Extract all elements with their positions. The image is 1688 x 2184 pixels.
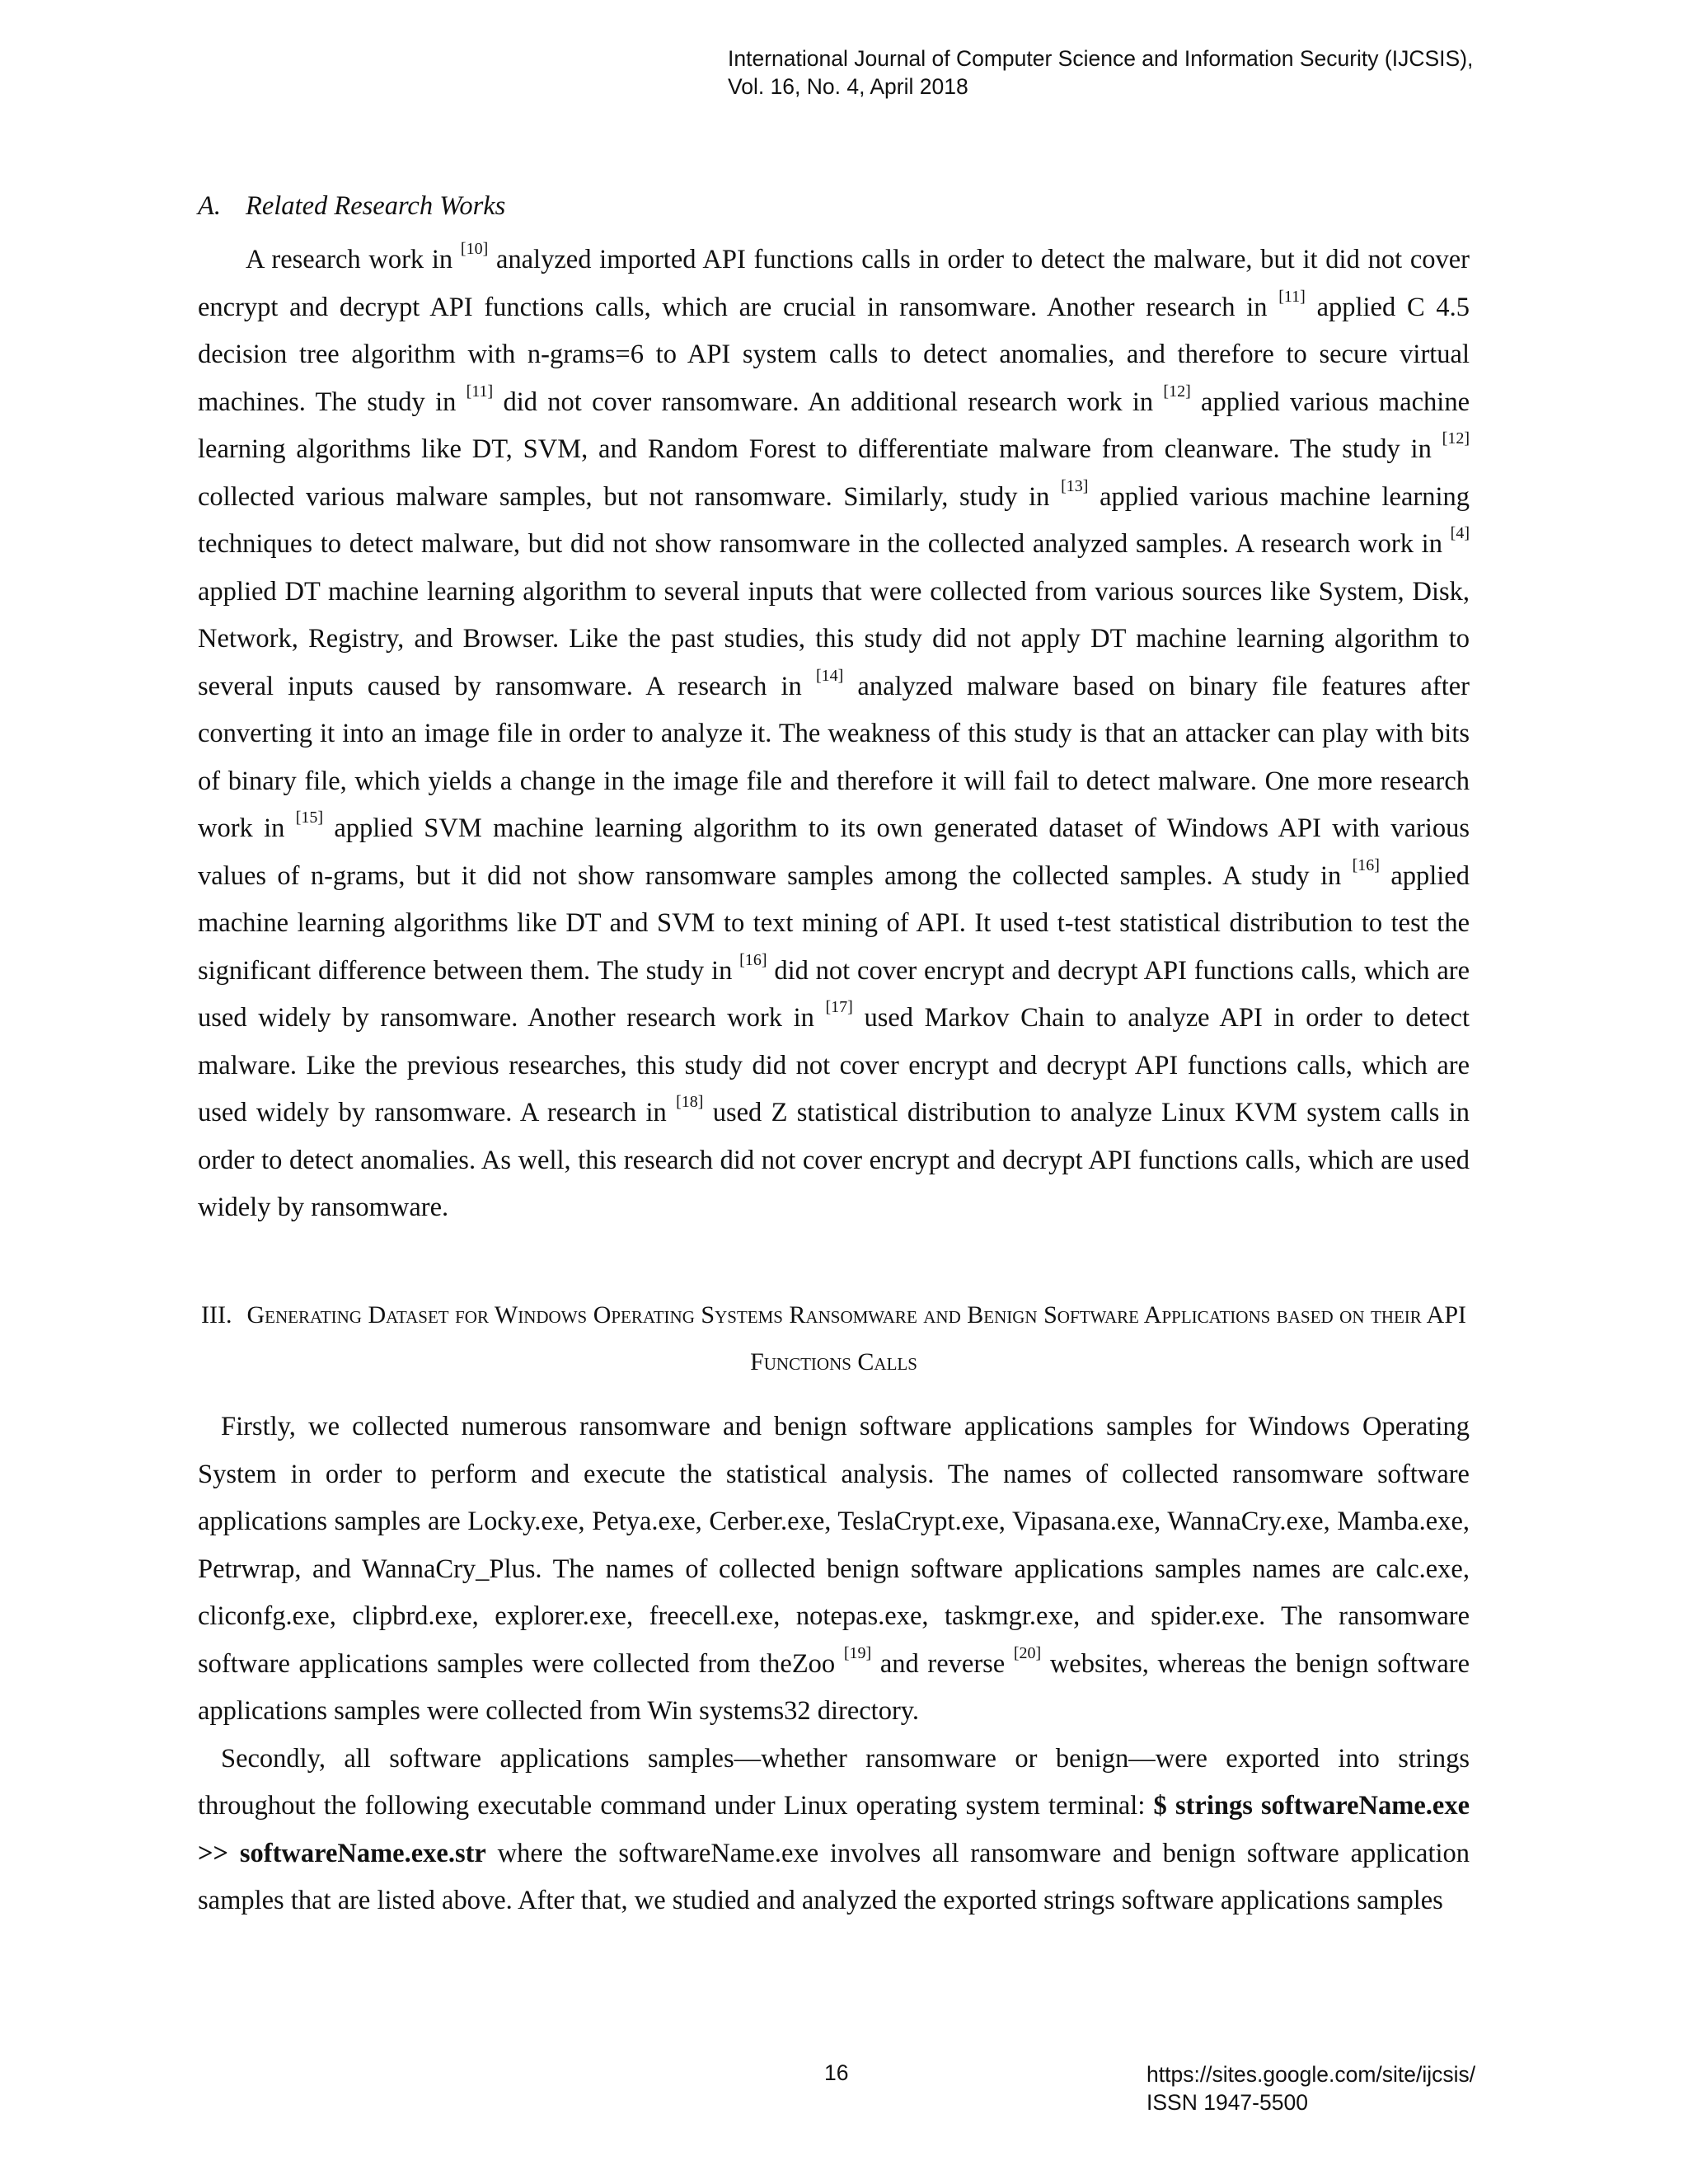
citation: [15] bbox=[295, 808, 324, 827]
citation: [19] bbox=[843, 1643, 872, 1662]
section-title: Generating Dataset for Windows Operating Systems Ransomware and Benign Software Applications based on their API Functions Calls bbox=[246, 1301, 1466, 1376]
citation: [16] bbox=[739, 950, 767, 969]
subsection-heading bbox=[198, 191, 505, 222]
journal-issn: ISSN 1947-5500 bbox=[1146, 2090, 1308, 2115]
citation: [16] bbox=[1352, 855, 1380, 874]
dataset-paragraph-2: Secondly, all software applications samples—whether ransomware or benign—were exported into strings throughout the following executable command under Linux operating system terminal: $ strings softwareName.exe >> softwareName.exe.str where the softwareName.exe involves all ransomware and benign software application samples that are listed above. After that, we studied and analyzed the exported strings software applications samples bbox=[198, 1743, 1470, 1915]
strings-command: $ strings softwareName.exe >> softwareName.exe.str bbox=[198, 1791, 1470, 1868]
journal-url: https://sites.google.com/site/ijcsis/ bbox=[1146, 2062, 1476, 2087]
footer-info bbox=[1146, 2060, 1475, 2116]
citation: [11] bbox=[466, 382, 494, 401]
section-heading bbox=[198, 1291, 1470, 1385]
dataset-paragraph-1: Firstly, we collected numerous ransomware and benign software applications samples for Windows Operating System in order to perform and execute the statistical analysis. The names of collected ransomware software applications samples are Locky.exe, Petya.exe, Cerber.exe, TeslaCrypt.exe, Vipasana.exe, WannaCry.exe, Mamba.exe, Petrwrap, and WannaCry_Plus. The names of collected benign software applications samples names are calc.exe, cliconfg.exe, clipbrd.exe, explorer.exe, freecell.exe, notepas.exe, taskmgr.exe, and spider.exe. The ransomware software applications samples were collected from theZoo [19] and reverse [20] websites, whereas the benign software applications samples were collected from Win systems32 directory. bbox=[198, 1412, 1470, 1726]
citation: [11] bbox=[1278, 287, 1306, 306]
subsection-number: A. bbox=[198, 191, 221, 221]
citation: [12] bbox=[1442, 429, 1470, 448]
citation: [10] bbox=[460, 240, 489, 258]
subsection-title: Related Research Works bbox=[246, 191, 506, 221]
citation: [4] bbox=[1450, 524, 1470, 542]
journal-volume: Vol. 16, No. 4, April 2018 bbox=[728, 74, 968, 99]
citation: [14] bbox=[815, 666, 844, 685]
journal-name: International Journal of Computer Science and Information Security (IJCSIS), bbox=[728, 46, 1474, 71]
related-work-paragraph: A research work in [10] analyzed imported API functions calls in order to detect the malware, but it did not cover encrypt and decrypt API functions calls, which are crucial in ransomware. Another research in [11] applied C 4.5 decision tree algorithm with n-grams=6 to API system calls to detect anomalies, and therefore to secure virtual machines. The study in [11] did not cover ransomware. An additional research work in [12] applied various machine learning algorithms like DT, SVM, and Random Forest to differentiate malware from cleanware. The study in [12] collected various malware samples, but not ransomware. Similarly, study in [13] applied various machine learning techniques to detect malware, but did not show ransomware in the collected analyzed samples. A research work in [4] applied DT machine learning algorithm to several inputs that were collected from various sources like System, Disk, Network, Registry, and Browser. Like the past studies, this study did not apply DT machine learning algorithm to several inputs caused by ransomware. A research in [14] analyzed malware based on binary file features after converting it into an image file in order to analyze it. The weakness of this study is that an attacker can play with bits of binary file, which yields a change in the image file and therefore it will fail to detect malware. One more research work in [15] applied SVM machine learning algorithm to its own generated dataset of Windows API with various values of n-grams, but it did not show ransomware samples among the collected samples. A study in [16] applied machine learning algorithms like DT and SVM to text mining of API. It used t-test statistical distribution to test the significant difference between them. The study in [16] did not cover encrypt and decrypt API functions calls, which are used widely by ransomware. Another research work in [17] used Markov Chain to analyze API in order to detect malware. Like the previous researches, this study did not cover encrypt and decrypt API functions calls, which are used widely by ransomware. A research in [18] used Z statistical distribution to analyze Linux KVM system calls in order to detect anomalies. As well, this research did not cover encrypt and decrypt API functions calls, which are used widely by ransomware. bbox=[198, 240, 1470, 1222]
page-number: 16 bbox=[824, 2060, 849, 2085]
related-work-body bbox=[198, 237, 1470, 1232]
citation: [20] bbox=[1013, 1643, 1042, 1662]
citation: [12] bbox=[1163, 382, 1191, 401]
citation: [17] bbox=[825, 998, 853, 1016]
section-number: III. bbox=[200, 1301, 232, 1329]
dataset-body bbox=[198, 1404, 1470, 1925]
citation: [18] bbox=[676, 1093, 704, 1111]
citation: [13] bbox=[1061, 476, 1089, 495]
journal-header bbox=[728, 45, 1473, 101]
